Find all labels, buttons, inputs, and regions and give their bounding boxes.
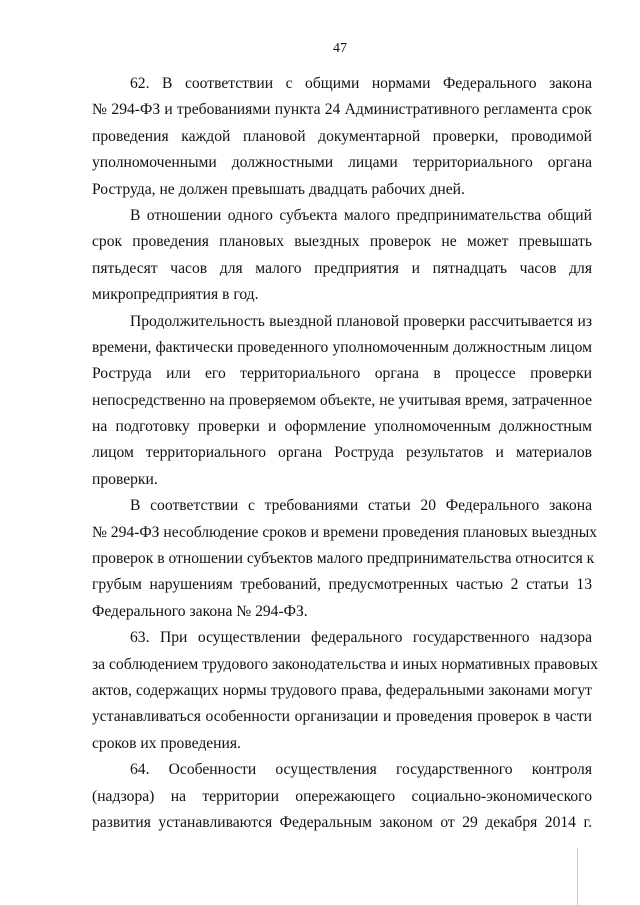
text-line: лицом территориального органа Роструда результатов и материалов	[92, 444, 592, 462]
text-line: 64. Особенности осуществления государственного контроля	[130, 761, 592, 779]
text-line: грубым нарушениям требований, предусмотренных частью 2 статьи 13	[92, 576, 592, 594]
paragraph-62-violations	[92, 493, 598, 625]
text-line: проведения каждой плановой документарной проверки, проводимой	[92, 127, 592, 145]
text-line: пятьдесят часов для малого предприятия и пятнадцать часов для	[92, 259, 592, 277]
paragraph-62	[92, 71, 592, 203]
paragraph-63	[92, 625, 599, 757]
text-line: микропредприятия в год.	[92, 286, 259, 304]
text-line: 62. В соответствии с общими нормами Федерального закона	[130, 75, 592, 92]
document-body	[92, 71, 599, 836]
scan-artifact-line	[577, 848, 578, 905]
text-line: Роструда, не должен превышать двадцать рабочих дней.	[92, 180, 465, 198]
text-line: сроков их проведения.	[92, 734, 241, 752]
paragraph-64	[92, 757, 592, 836]
text-line: Федерального закона № 294-ФЗ.	[92, 602, 308, 620]
text-line: В соответствии с требованиями статьи 20 Федерального закона	[130, 497, 592, 515]
text-line: устанавливаться особенности организации и проведения проверок в части	[92, 708, 592, 726]
text-line: за соблюдением трудового законодательства и иных нормативных правовых	[92, 655, 599, 673]
text-line: проверок в отношении субъектов малого предпринимательства относится к	[92, 550, 595, 568]
text-line: В отношении одного субъекта малого предпринимательства общий	[130, 206, 592, 224]
paragraph-62-time-limit	[92, 203, 592, 309]
text-line: проверки.	[92, 470, 158, 488]
text-line: Продолжительность выездной плановой проверки рассчитывается из	[130, 312, 592, 330]
text-line: (надзора) на территории опережающего социально-экономического	[92, 787, 592, 805]
text-line: № 294-ФЗ и требованиями пункта 24 Административного регламента срок	[92, 101, 592, 119]
text-line: 63. При осуществлении федерального государственного надзора	[130, 629, 592, 647]
text-line: уполномоченными должностными лицами территориального органа	[92, 154, 592, 172]
text-line: № 294-ФЗ несоблюдение сроков и времени проведения плановых выездных	[92, 523, 598, 541]
text-line: непосредственно на проверяемом объекте, не учитывая время, затраченное	[92, 391, 592, 409]
text-line: времени, фактически проведенного уполномоченным должностным лицом	[92, 338, 592, 356]
text-line: актов, содержащих нормы трудового права, федеральными законами могут	[92, 681, 592, 699]
page-number: 47	[333, 41, 347, 56]
text-line: срок проведения плановых выездных проверок не может превышать	[92, 233, 592, 251]
paragraph-62-duration	[92, 309, 592, 494]
text-line: развития устанавливаются Федеральным законом от 29 декабря 2014 г.	[92, 813, 592, 831]
text-line: Роструда или его территориального органа в процессе проверки	[92, 365, 592, 383]
text-line: на подготовку проверки и оформление уполномоченным должностным	[92, 418, 592, 436]
